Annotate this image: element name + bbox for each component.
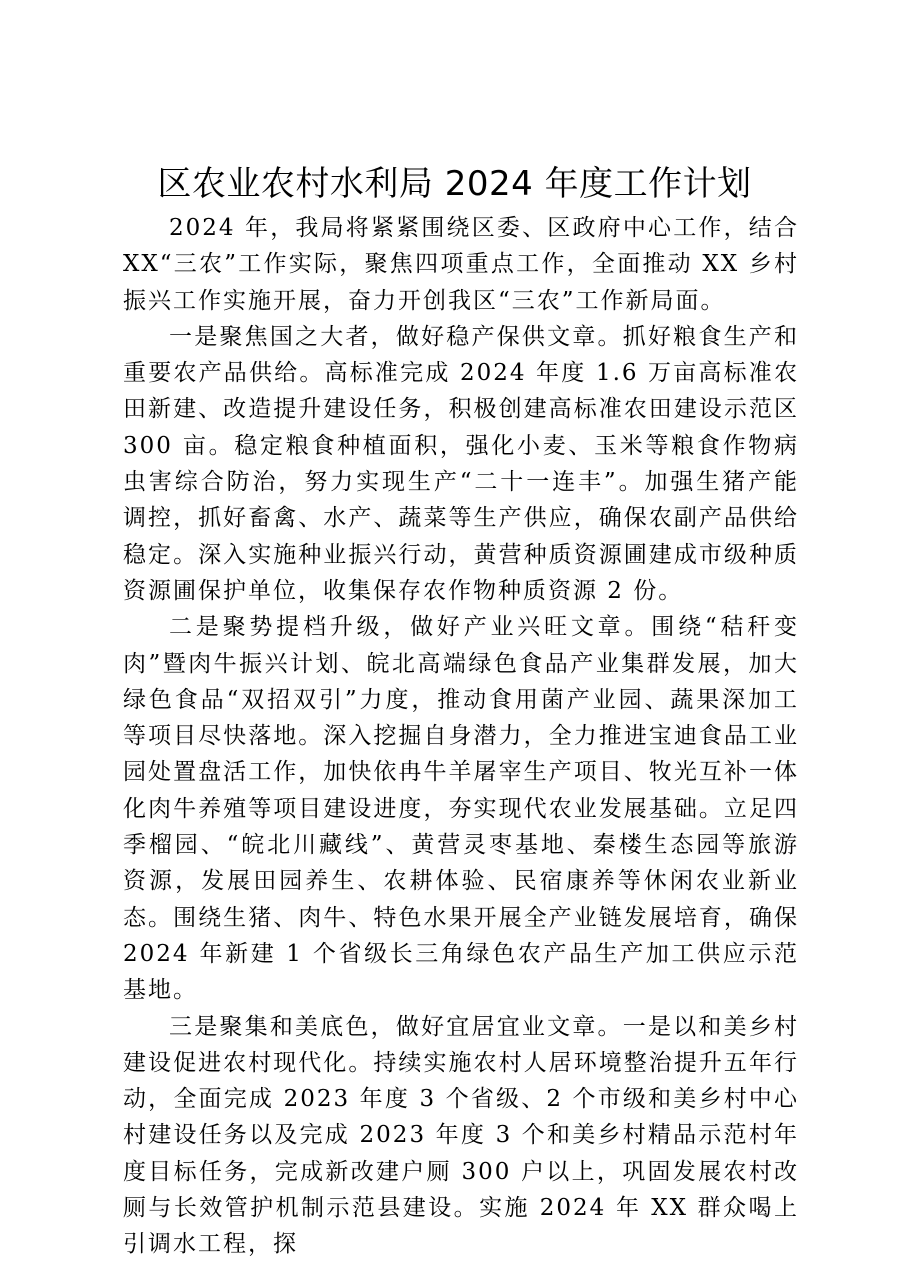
document-title: 区农业农村水利局 2024 年度工作计划 [157,164,752,204]
paragraph-industry-upgrade: 二是聚势提档升级，做好产业兴旺文章。围绕“秸秆变肉”暨肉牛振兴计划、皖北高端绿色食品产业集群发展，加大绿色食品“双招双引”力度，推动食用菌产业园、蔬果深加工等项目尽快落地。深入挖掘自身潜力，全力推进宝迪食品工业园处置盘活工作，加快依冉牛羊屠宰生产项目、牧光互补一体化肉牛养殖等项目建设进度，夯实现代农业发展基础。立足四季榴园、“皖北川藏线”、黄营灵枣基地、秦楼生态园等旅游资源，发展田园养生、农耕体验、民宿康养等休闲农业新业态。围绕生猪、肉牛、特色水果开展全产业链发展培育，确保 2024 年新建 1 个省级长三角绿色农产品生产加工供应示范基地。 [123,614,799,1004]
document-body [123,210,799,1263]
paragraph-intro: 2024 年，我局将紧紧围绕区委、区政府中心工作，结合 XX“三农”工作实际，聚焦四项重点工作，全面推动 XX 乡村振兴工作实施开展，奋力开创我区“三农”工作新局面。 [123,215,799,314]
paragraph-livable-village: 三是聚集和美底色，做好宜居宜业文章。一是以和美乡村建设促进农村现代化。持续实施农村人居环境整治提升五年行动，全面完成 2023 年度 3 个省级、2 个市级和美乡村中心村建设任务以及完成 2023 年度 3 个和美乡村精品示范村年度目标任务，完成新改建户厕 300 户以上，巩固发展农村改厕与长效管护机制示范县建设。实施 2024 年 XX 群众喝上引调水工程，探 [123,1013,799,1258]
paragraph-stable-production: 一是聚焦国之大者，做好稳产保供文章。抓好粮食生产和重要农产品供给。高标准完成 2024 年度 1.6 万亩高标准农田新建、改造提升建设任务，积极创建高标准农田建设示范区 300 亩。稳定粮食种植面积，强化小麦、玉米等粮食作物病虫害综合防治，努力实现生产“二十一连丰”。加强生猪产能调控，抓好畜禽、水产、蔬菜等生产供应，确保农副产品供给稳定。深入实施种业振兴行动，黄营种质资源圃建成市级种质资源圃保护单位，收集保存农作物种质资源 2 份。 [123,323,799,604]
